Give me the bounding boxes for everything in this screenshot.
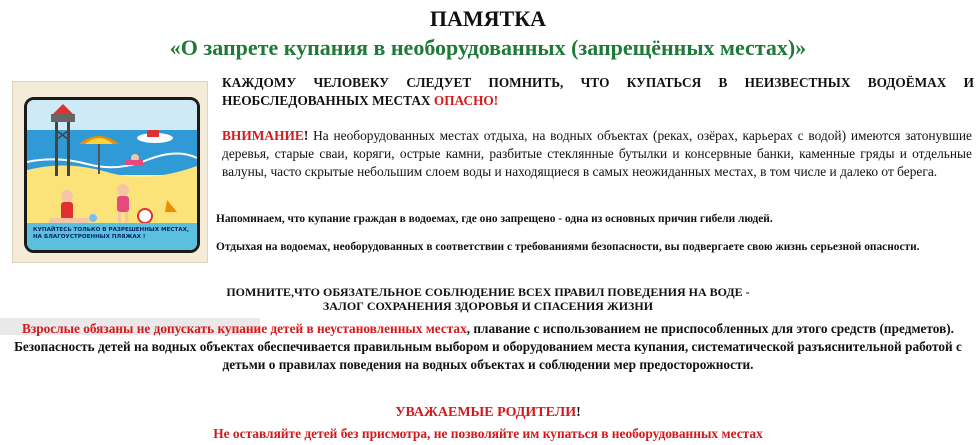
warning-text: На необорудованных местах отдыха, на водных объектах (реках, озёрах, карьерах с водой) имеются затонувшие деревья, старые сваи, коряги, острые камни, разбитые стеклянные бутылки и консервные банки, каменные гряды и отдельные валуны, часто скрытые небольшим слоем воды и находящиеся в самых неожиданных местах, в том числе и далеко от берега. bbox=[222, 128, 972, 179]
memo-paragraph bbox=[222, 74, 974, 110]
appeal-title bbox=[0, 404, 976, 422]
appeal-text: Не оставляйте детей без присмотра, не позволяйте им купаться в необорудованных местах bbox=[213, 426, 763, 441]
warning-exclamation: ! bbox=[303, 128, 309, 143]
warning-paragraph bbox=[222, 127, 972, 181]
parents-text: , плавание с использованием не приспособленных для этого средств (предметов). Безопасность детей на водных объектах обеспечивается правильным выбором и оборудованием места купания, систематической разъяснительной работой с детьми о правилах поведения на водных объектах и соблюдении мер предосторожности. bbox=[14, 321, 962, 372]
memo-text: КАЖДОМУ ЧЕЛОВЕКУ СЛЕДУЕТ ПОМНИТЬ, ЧТО КУПАТЬСЯ В НЕИЗВЕСТНЫХ ВОДОЁМАХ И НЕОБСЛЕДОВАННЫХ МЕСТАХ bbox=[222, 75, 974, 108]
page-subtitle: «О запрете купания в необорудованных (запрещённых местах)» bbox=[169, 35, 807, 60]
appeal-exclamation: ! bbox=[576, 405, 581, 420]
danger-label: ОПАСНО! bbox=[433, 93, 499, 108]
reminder-paragraph-1: Напоминаем, что купание граждан в водоемах, где оно запрещено - одна из основных причин гибели людей. bbox=[216, 213, 773, 225]
parents-red-text: Взрослые обязаны не допускать купание детей в неустановленных местах bbox=[21, 321, 467, 336]
page-title: ПАМЯТКА bbox=[429, 6, 547, 31]
poster-caption-line: НА БЛАГОУСТРОЕННЫХ ПЛЯЖАХ ! bbox=[33, 234, 146, 240]
rules-line: ПОМНИТЕ,ЧТО ОБЯЗАТЕЛЬНОЕ СОБЛЮДЕНИЕ ВСЕХ ПРАВИЛ ПОВЕДЕНИЯ НА ВОДЕ - bbox=[226, 285, 750, 299]
warning-label: ВНИМАНИЕ bbox=[222, 128, 304, 143]
beach-safety-poster bbox=[12, 81, 208, 263]
rules-line: ЗАЛОГ СОХРАНЕНИЯ ЗДОРОВЬЯ И СПАСЕНИЯ ЖИЗНИ bbox=[322, 299, 654, 313]
poster-caption-line: КУПАЙТЕСЬ ТОЛЬКО В РАЗРЕШЕННЫХ МЕСТАХ, bbox=[33, 227, 190, 233]
parents-paragraph bbox=[8, 320, 968, 374]
reminder-paragraph-2: Отдыхая на водоемах, необорудованных в соответствии с требованиями безопасности, вы подвергаете свою жизнь серьезной опасности. bbox=[216, 241, 920, 253]
rules-heading bbox=[0, 285, 976, 313]
poster-caption bbox=[27, 223, 197, 250]
poster-illustration bbox=[24, 97, 200, 253]
appeal-title-text: УВАЖАЕМЫЕ РОДИТЕЛИ bbox=[395, 405, 577, 420]
